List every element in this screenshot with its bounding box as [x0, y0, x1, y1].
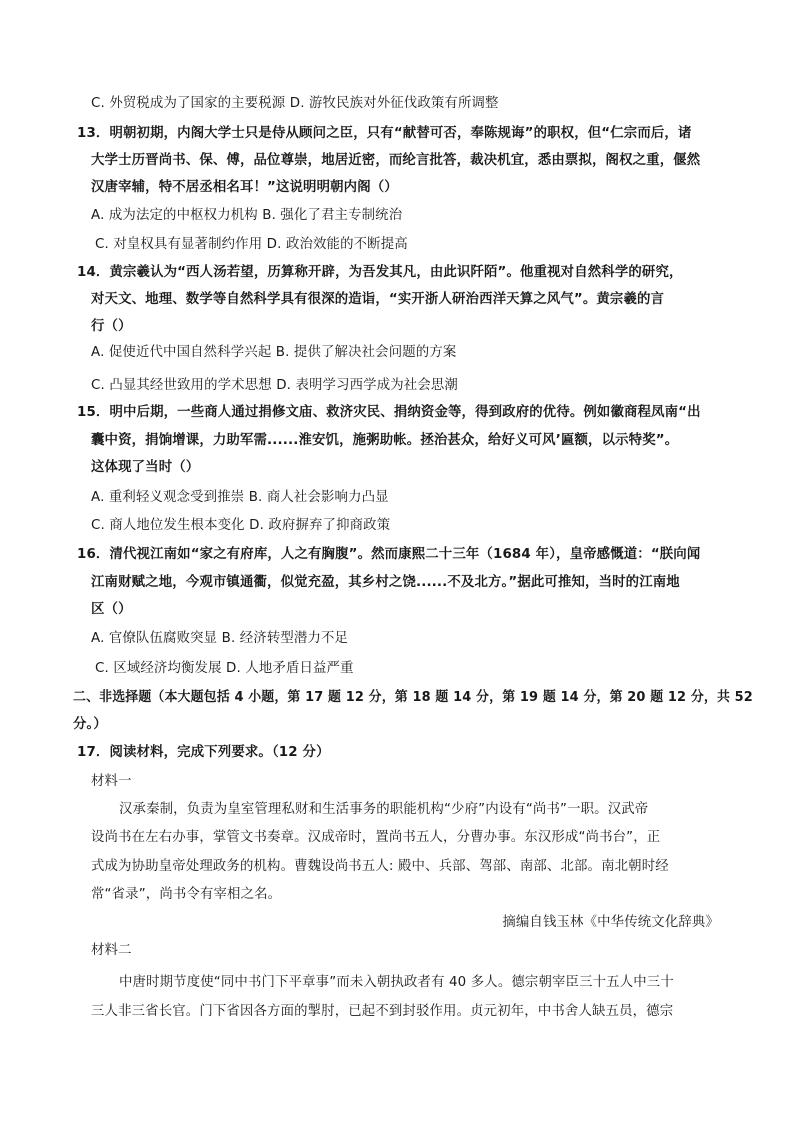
q14-options-ab: A. 促使近代中国自然科学兴起 B. 提供了解决社会问题的方案 — [91, 345, 457, 360]
q15-options-ab: A. 重利轻义观念受到推崇 B. 商人社会影响力凸显 — [91, 490, 389, 505]
q13-stem-line1: 13．明朝初期，内阁大学士只是侍从顾问之臣，只有“献替可否，奉陈规诲”的职权，但“仁宗而后，诸 — [77, 126, 692, 141]
q14-stem-line1: 14．黄宗羲认为“西人汤若望，历算称开辟，为吾发其凡，由此识阡陌”。他重视对自然科学的研究， — [77, 265, 683, 280]
material-two-line2: 三人非三省长官。门下省因各方面的掣肘，已起不到封驳作用。贞元初年，中书舍人缺五员，德宗 — [91, 1004, 674, 1019]
material-one-line4: 常“省录”，尚书令有宰相之名。 — [91, 887, 282, 902]
q13-options-cd: C. 对皇权具有显著制约作用 D. 政治效能的不断提高 — [95, 237, 408, 252]
material-one-line3: 式成为协助皇帝处理政务的机构。曹魏设尚书五人: 殿中、兵部、驾部、南部、北部。南北朝时经 — [91, 859, 669, 874]
q14-options-cd: C. 凸显其经世致用的学术思想 D. 表明学习西学成为社会思潮 — [91, 378, 458, 393]
q17-stem: 17．阅读材料，完成下列要求。（12 分） — [77, 745, 330, 760]
q15-stem-line3: 这体现了当时（） — [91, 460, 200, 475]
q14-stem-line3: 行（） — [91, 319, 132, 334]
q16-stem-line2: 江南财赋之地，今观市镇通衢，似觉充盈，其乡村之饶......不及北方。”据此可推知，当时的江南地 — [91, 575, 680, 590]
q13-stem-line3: 汉唐宰辅，特不居丞相名耳！”这说明明朝内阁（） — [91, 180, 398, 195]
section-two-heading-line1: 二、非选择题（本大题包括 4 小题，第 17 题 12 分，第 18 题 14 分，第 19 题 14 分，第 20 题 12 分，共 52 — [73, 690, 753, 705]
q13-stem-line2: 大学士历晋尚书、保、傅，品位尊崇，地居近密，而纶言批答，裁决机宜，悉由票拟，阁权之重，偃然 — [91, 153, 701, 168]
q16-options-ab: A. 官僚队伍腐败突显 B. 经济转型潜力不足 — [91, 631, 349, 646]
q16-stem-line1: 16．清代视江南如“家之有府库，人之有胸腹”。然而康熙二十三年（1684 年），皇帝感慨道：“朕向闻 — [77, 547, 701, 562]
material-two-label: 材料二 — [91, 943, 132, 958]
q15-stem-line1: 15．明中后期，一些商人通过捐修文庙、救济灾民、捐纳资金等，得到政府的优待。例如徽商程凤南“出 — [77, 405, 701, 420]
q12-options-cd: C. 外贸税成为了国家的主要税源 D. 游牧民族对外征伐政策有所调整 — [91, 96, 499, 111]
q16-options-cd: C. 区域经济均衡发展 D. 人地矛盾日益严重 — [95, 661, 354, 676]
material-two-line1: 中唐时期节度使“同中书门下平章事”而未入朝执政者有 40 多人。德宗朝宰臣三十五人中三十 — [119, 975, 674, 990]
material-one-line1: 汉承秦制，负责为皇室管理私财和生活事务的职能机构“少府”内设有“尚书”一职。汉武帝 — [119, 802, 649, 817]
q13-options-ab: A. 成为法定的中枢权力机构 B. 强化了君主专制统治 — [91, 208, 403, 223]
q14-stem-line2: 对天文、地理、数学等自然科学具有很深的造诣，“实开浙人研治西洋天算之风气”。黄宗羲的言 — [91, 292, 665, 307]
q15-stem-line2: 囊中资，捐饷增课，力助军需......淮安饥，施粥助帐。拯治甚众，给好义可风’匾额，以示特奖”。 — [91, 433, 679, 448]
q16-stem-line3: 区（） — [91, 602, 132, 617]
section-two-heading-line2: 分。） — [73, 717, 107, 732]
material-one-label: 材料一 — [91, 774, 132, 789]
material-one-line2: 设尚书在左右办事，掌管文书奏章。汉成帝时，置尚书五人，分曹办事。东汉形成“尚书台”，正 — [91, 830, 661, 845]
q15-options-cd: C. 商人地位发生根本变化 D. 政府摒弃了抑商政策 — [91, 518, 391, 533]
material-one-source: 摘编自钱玉林《中华传统文化辞典》 — [502, 915, 719, 930]
